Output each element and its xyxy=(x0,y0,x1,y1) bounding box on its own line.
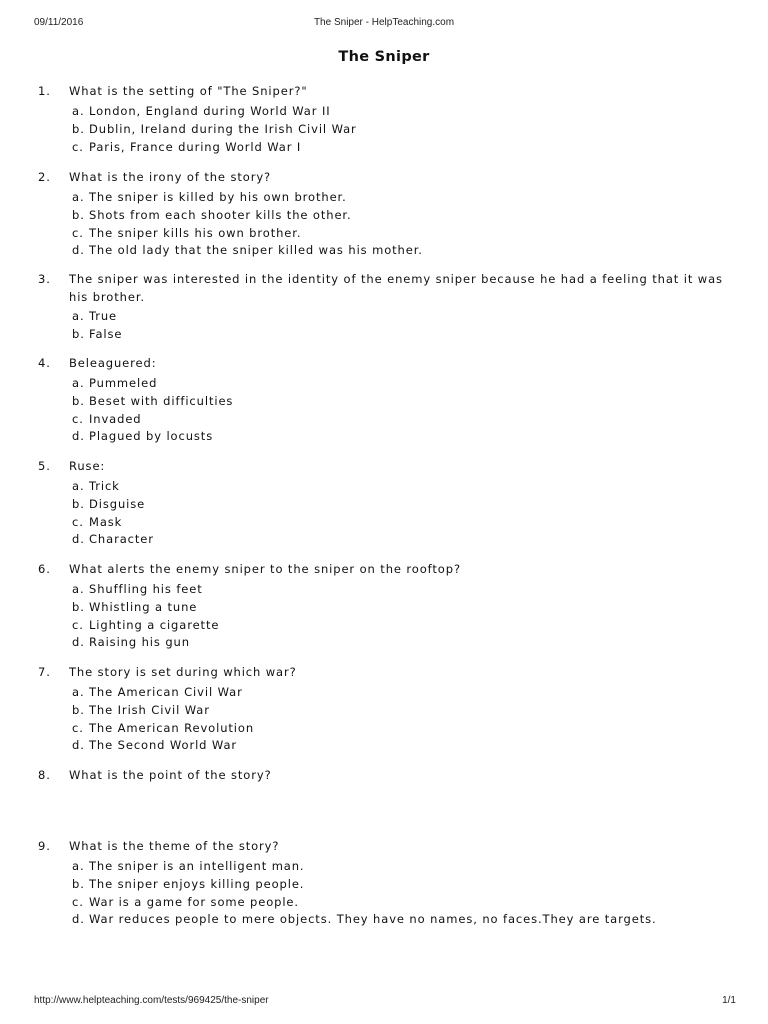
answer-option xyxy=(72,720,254,738)
question-number: 9. xyxy=(38,839,51,853)
option-letter: a. xyxy=(72,190,85,204)
question-text: Ruse: xyxy=(69,459,106,473)
question-number: 7. xyxy=(38,665,51,679)
answer-options xyxy=(72,581,219,652)
question-text: What alerts the enemy sniper to the sniper on the rooftop? xyxy=(69,562,461,576)
answer-options xyxy=(72,189,423,260)
option-letter: a. xyxy=(72,309,85,323)
answer-option xyxy=(72,189,423,207)
page-footer xyxy=(0,995,768,1009)
answer-option xyxy=(72,478,154,496)
answer-option xyxy=(72,496,154,514)
option-letter: d. xyxy=(72,912,85,927)
question-number: 5. xyxy=(38,459,51,473)
question-number: 2. xyxy=(38,170,51,184)
answer-option xyxy=(72,225,423,243)
question-number: 4. xyxy=(38,356,51,370)
answer-option xyxy=(72,581,219,599)
answer-option xyxy=(72,684,254,702)
answer-option xyxy=(72,393,233,411)
question-number: 6. xyxy=(38,562,51,576)
question-number: 1. xyxy=(38,84,51,98)
option-letter: a. xyxy=(72,685,85,699)
option-text: The sniper is killed by his own brother. xyxy=(89,190,347,204)
option-text: Pummeled xyxy=(89,376,158,390)
source-url: http://www.helpteaching.com/tests/969425/the-sniper xyxy=(34,995,269,1006)
option-text: The Irish Civil War xyxy=(89,702,210,717)
option-letter: b. xyxy=(72,876,85,891)
answer-option xyxy=(72,858,657,876)
option-text: The American Civil War xyxy=(89,685,243,699)
option-letter: a. xyxy=(72,859,85,873)
answer-option xyxy=(72,599,219,617)
question-text: What is the theme of the story? xyxy=(69,839,280,853)
answer-option xyxy=(72,876,657,894)
option-letter: c. xyxy=(72,139,84,154)
option-letter: b. xyxy=(72,702,85,717)
answer-option xyxy=(72,121,357,139)
option-text: The sniper kills his own brother. xyxy=(89,225,302,240)
question-text: What is the point of the story? xyxy=(69,768,272,782)
option-text: False xyxy=(89,326,123,341)
question-text: The sniper was interested in the identity of the enemy sniper because he had a feeling that it was his brother. xyxy=(69,272,723,304)
answer-option xyxy=(72,428,233,446)
option-text: True xyxy=(89,309,118,323)
option-text: Invaded xyxy=(89,411,142,426)
answer-option xyxy=(72,207,423,225)
option-letter: a. xyxy=(72,104,85,118)
option-text: Plagued by locusts xyxy=(89,429,214,444)
answer-option xyxy=(72,514,154,532)
answer-option xyxy=(72,737,254,755)
option-text: Character xyxy=(89,532,154,547)
option-letter: c. xyxy=(72,514,84,529)
option-text: The old lady that the sniper killed was his mother. xyxy=(89,243,423,258)
option-text: Disguise xyxy=(89,496,146,511)
answer-option xyxy=(72,103,357,121)
answer-options xyxy=(72,478,154,549)
option-letter: b. xyxy=(72,599,85,614)
page-header xyxy=(0,17,768,31)
answer-option xyxy=(72,375,233,393)
option-letter: a. xyxy=(72,376,85,390)
option-letter: d. xyxy=(72,738,85,753)
answer-option xyxy=(72,308,122,326)
answer-option xyxy=(72,634,219,652)
option-text: The sniper is an intelligent man. xyxy=(89,859,305,873)
answer-option xyxy=(72,894,657,912)
answer-option xyxy=(72,531,154,549)
option-text: Lighting a cigarette xyxy=(89,617,220,632)
question-text: What is the irony of the story? xyxy=(69,170,272,184)
option-text: Shots from each shooter kills the other. xyxy=(89,207,352,222)
answer-option xyxy=(72,702,254,720)
option-letter: d. xyxy=(72,429,85,444)
option-text: The Second World War xyxy=(89,738,238,753)
option-text: Shuffling his feet xyxy=(89,582,203,596)
page-count: 1/1 xyxy=(722,995,736,1006)
document-title: The Sniper xyxy=(338,49,430,65)
option-text: War reduces people to mere objects. They have no names, no faces.They are targets. xyxy=(89,912,657,927)
browser-page-title: The Sniper - HelpTeaching.com xyxy=(313,17,455,28)
option-letter: b. xyxy=(72,326,85,341)
option-letter: b. xyxy=(72,207,85,222)
answer-options xyxy=(72,858,657,929)
option-letter: b. xyxy=(72,121,85,136)
print-date: 09/11/2016 xyxy=(34,17,84,28)
question-text: The story is set during which war? xyxy=(69,665,297,679)
option-letter: c. xyxy=(72,720,84,735)
option-text: War is a game for some people. xyxy=(89,894,299,909)
option-letter: d. xyxy=(72,635,85,650)
option-letter: a. xyxy=(72,479,85,493)
option-text: Beset with difficulties xyxy=(89,393,234,408)
option-text: Mask xyxy=(89,514,123,529)
option-text: Raising his gun xyxy=(89,635,190,650)
question-number: 8. xyxy=(38,768,51,782)
answer-options xyxy=(72,684,254,755)
answer-options xyxy=(72,308,122,344)
option-letter: b. xyxy=(72,496,85,511)
answer-option xyxy=(72,617,219,635)
option-text: Trick xyxy=(89,479,120,493)
answer-option xyxy=(72,242,423,260)
answer-options xyxy=(72,103,357,156)
answer-option xyxy=(72,411,233,429)
option-letter: c. xyxy=(72,617,84,632)
option-text: The American Revolution xyxy=(89,720,255,735)
question-number: 3. xyxy=(38,272,51,286)
option-letter: c. xyxy=(72,411,84,426)
option-letter: a. xyxy=(72,582,85,596)
answer-options xyxy=(72,375,233,446)
option-text: The sniper enjoys killing people. xyxy=(89,876,305,891)
answer-option xyxy=(72,911,657,929)
option-text: Paris, France during World War I xyxy=(89,139,302,154)
question-text: Beleaguered: xyxy=(69,356,157,370)
answer-option xyxy=(72,139,357,157)
question-text: What is the setting of "The Sniper?" xyxy=(69,84,308,98)
option-letter: d. xyxy=(72,243,85,258)
answer-option xyxy=(72,326,122,344)
option-text: Whistling a tune xyxy=(89,599,198,614)
option-letter: c. xyxy=(72,894,84,909)
option-letter: c. xyxy=(72,225,84,240)
option-letter: b. xyxy=(72,393,85,408)
option-text: London, England during World War II xyxy=(89,104,331,118)
option-letter: d. xyxy=(72,532,85,547)
option-text: Dublin, Ireland during the Irish Civil War xyxy=(89,121,357,136)
